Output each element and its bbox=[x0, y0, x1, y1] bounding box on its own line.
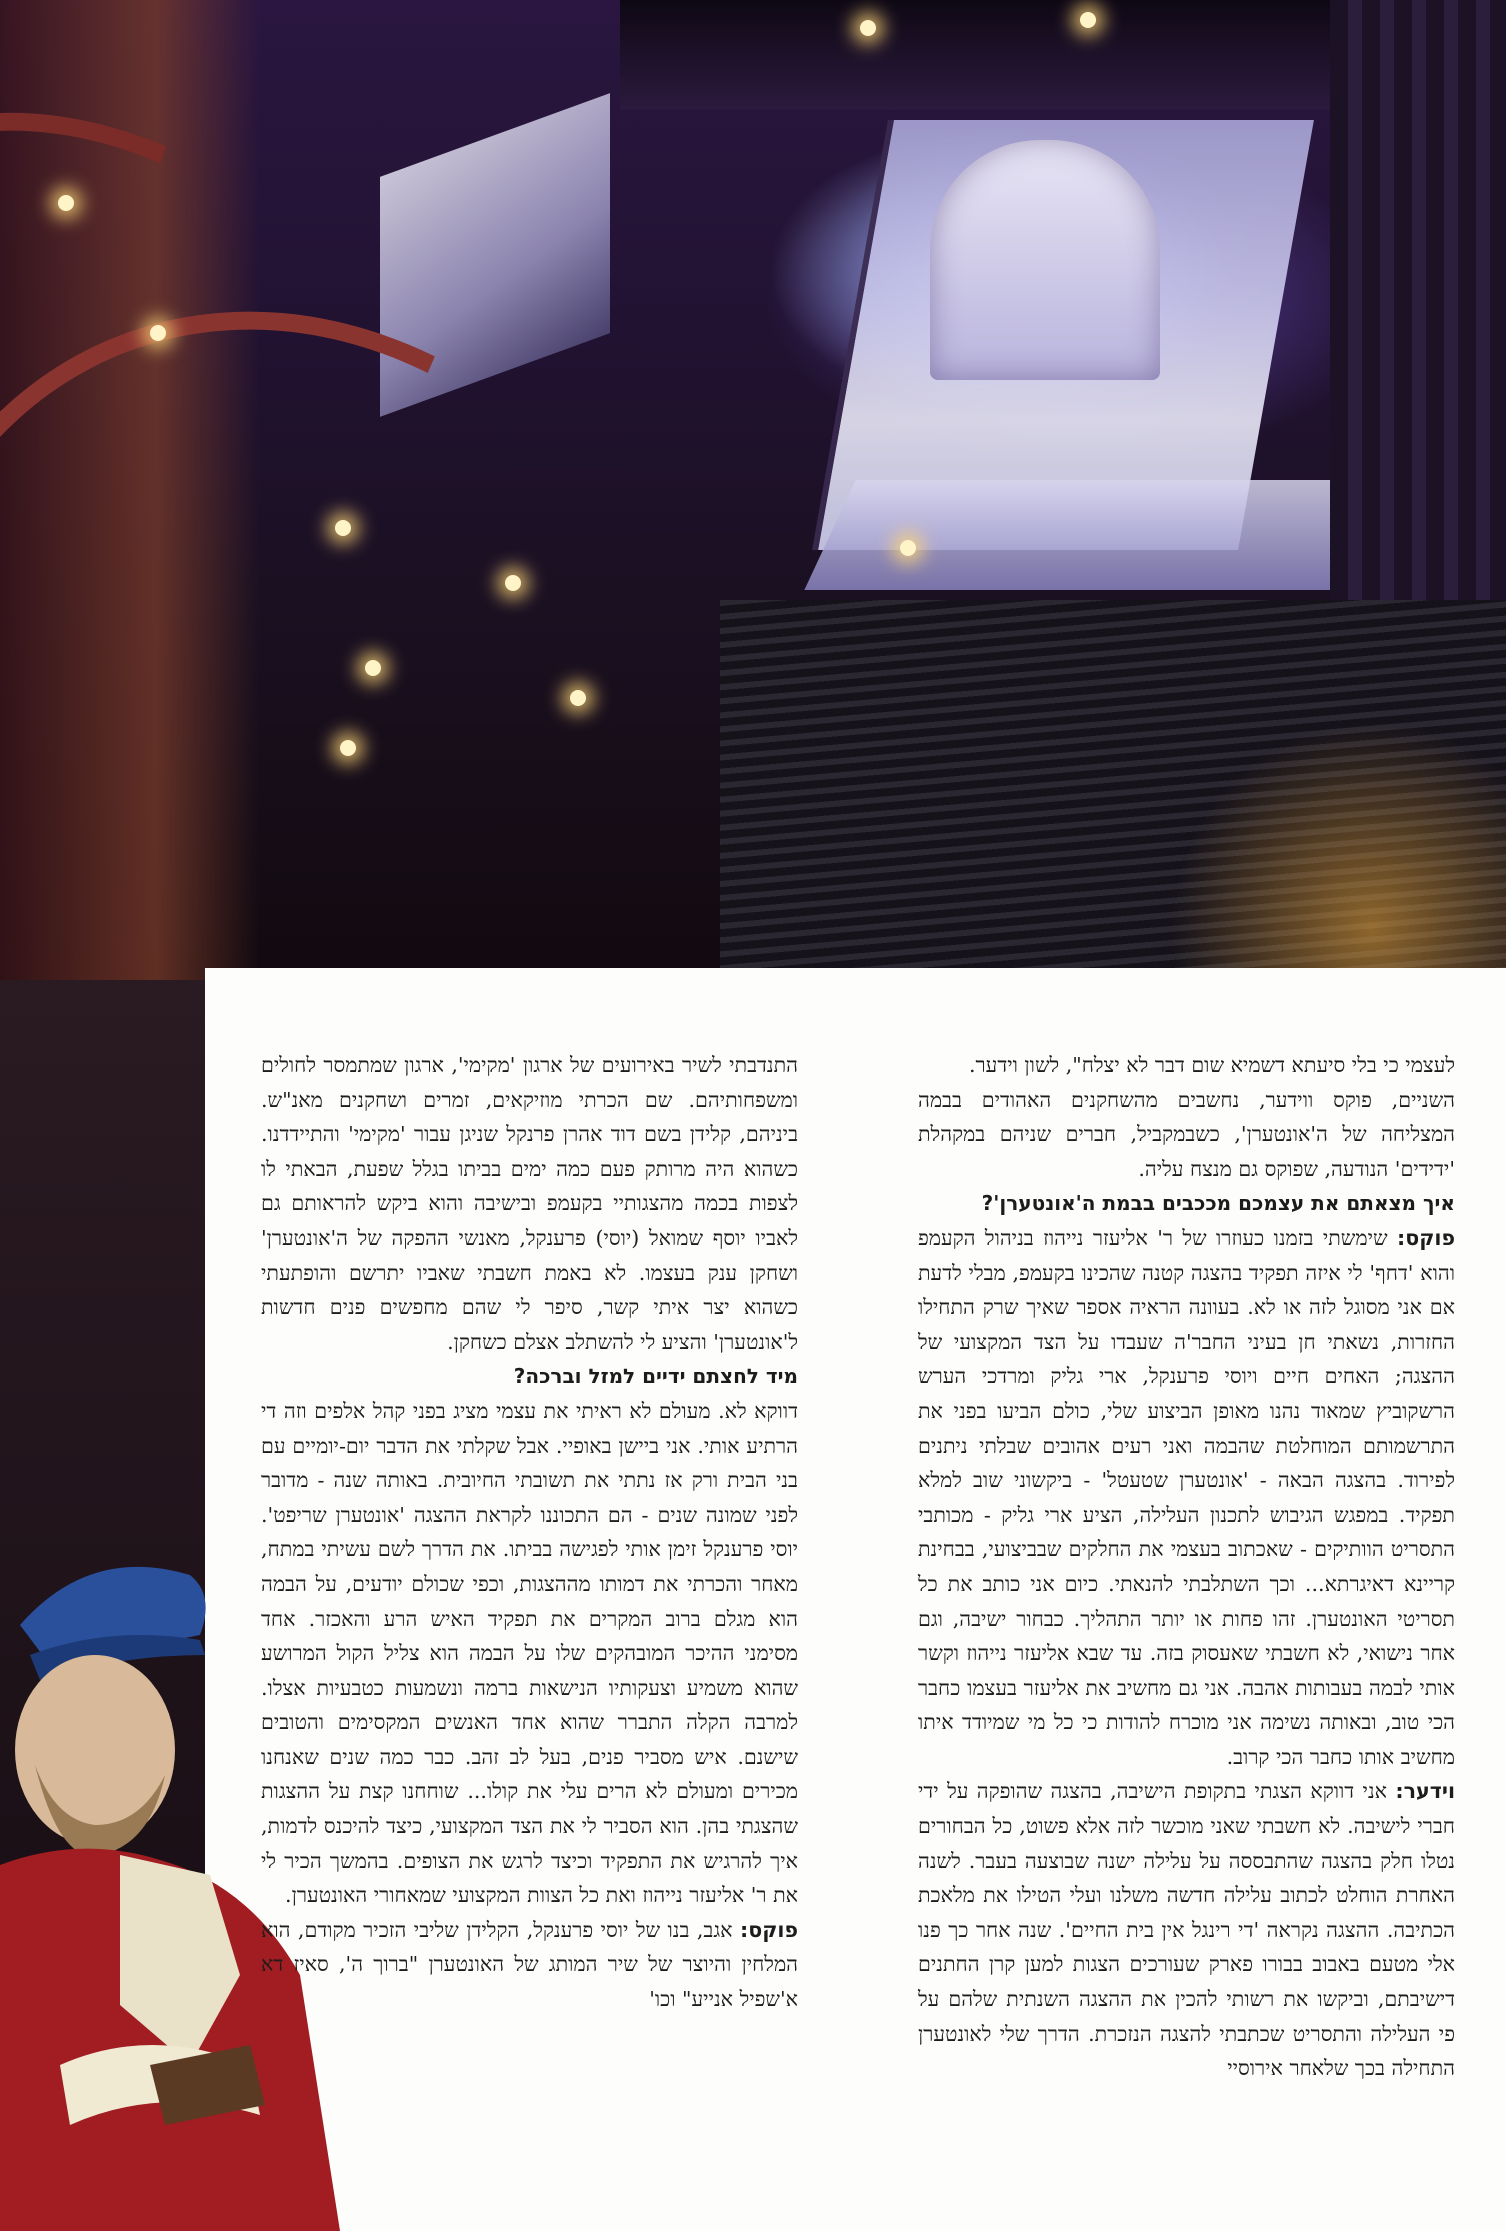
paragraph: השניים, פוקס ווידער, נחשבים מהשחקנים האהודים בבמה המצליחה של ה'אונטערן', כשבמקביל, חברים שניהם במקהלת 'ידידים' הנודעה, שפוקס גם מנצח עליה. bbox=[918, 1087, 1455, 1181]
article-column-left bbox=[261, 1048, 798, 2017]
stage-curtain-right bbox=[1330, 0, 1506, 640]
stage-light bbox=[860, 20, 876, 36]
paragraph: לעצמי כי בלי סיעתא דשמיא שום דבר לא יצלח", לשון וידער. bbox=[969, 1053, 1455, 1077]
stage-light bbox=[365, 660, 381, 676]
speaker-name: פוקס: bbox=[1396, 1225, 1455, 1250]
stage-light bbox=[505, 575, 521, 591]
theater-photo bbox=[0, 0, 1506, 980]
speaker-name: פוקס: bbox=[740, 1917, 799, 1942]
stage-light bbox=[335, 520, 351, 536]
paragraph: התנדבתי לשיר באירועים של ארגון 'מקימי', ארגון שמתמסר לחולים ומשפחותיהם. שם הכרתי מוזיקאים, זמרים ושחקנים מאנ"ש. ביניהם, קלידן בשם דוד אהרן פרנקל שניגן עבור 'מקימי' והתיידדנו. כשהוא היה מרותק פעם כמה ימים בביתו בגלל שפעת, הבאתי לו לצפות בכמה מהצגותיי בקעמפ ובישיבה והוא ביקש להראותם גם לאביו יוסף שמואל (יוסי) פרענקל, מאנשי ההפקה של ה'אונטערן' ושחקן ענק בעצמו. לא באמת חשבתי שאביו יתרשם והופתעתי כשהוא יצר איתי קשר, סיפר לי שהם מחפשים פנים חדשות ל'אונטערן' והציע לי להשתלב אצלם כשחקן. bbox=[261, 1053, 798, 1354]
paragraph: דווקא לא. מעולם לא ראיתי את עצמי מציג בפני קהל אלפים וזה די הרתיע אותי. אני ביישן באופיי. אבל שקלתי את הדבר יום-יומיים עם בני הבית ורק אז נתתי את תשובתי החיובית. באותה שנה - מדובר לפני שמונה שנים - הם התכוננו לקראת ההצגה 'אונטערן שריפט'. יוסי פרענקל זימן אותי לפגישה בביתו. את הדרך לשם עשיתי במתח, מאחר והכרתי את דמותו מההצגות, וכפי שכולם יודעים, על הבמה הוא מגלם ברוב המקרים את תפקיד האיש הרע והאכזר. אחד מסימני ההיכר המובהקים שלו על הבמה הוא צליל הקול המרושע שהוא משמיע וצעקותיו הנישאות ברמה ונשמעות כטבעיות אצלו. למרבה הקלה התברר שהוא אחד האנשים המקסימים והטובים שישנם. איש מסביר פנים, בעל לב זהב. כבר כמה שנים שאנחנו מכירים ומעולם לא הרים עלי את קולו... שוחחנו קצת על ההצגות שהצגתי בהן. הוא הסביר לי את הצד המקצועי, כיצד להיכנס לדמות, איך להרגיש את התפקיד וכיצד לרגש את הצופים. בהמשך הכיר לי את ר' אליעזר נייהוז ואת כל הצוות המקצועי שמאחורי האונטערן. bbox=[261, 1398, 798, 1908]
article-column-right bbox=[918, 1048, 1455, 2086]
paragraph bbox=[261, 1913, 798, 2017]
paragraph bbox=[918, 1774, 1455, 2085]
answer-text: אני דווקא הצגתי בתקופת הישיבה, בהצגה שהופקה על ידי חברי לישיבה. לא חשבתי שאני מוכשר לזה אלא פשוט, כל הבחורים נטלו חלק בהצגה שהתבססה על עלילה ישנה שבוצעה בעבר. לשנה האחרת הוחלט לכתוב עלילה חדשה משלנו ועלי הטילו את מלאכת הכתיבה. ההצגה נקראה 'די רינגל אין בית החיים'. שנה אחר כך פנו אלי מטעם באבוב בבורו פארק שעורכים הצגות למען קרן החתנים דישיבתם, וביקשו את רשותי להכין את ההצגה השנתית שלהם על פי העלילה והתסריט שכתבתי להצגה הנזכרת. הדרך שלי לאונטערן התחילה בכך שלאחר אירוסיי bbox=[918, 1779, 1455, 2081]
interview-question: איך מצאתם את עצמכם מככבים בבמת ה'אונטערן'? bbox=[981, 1191, 1455, 1216]
stage-light bbox=[340, 740, 356, 756]
paragraph bbox=[918, 1221, 1455, 1775]
stage-set-arch bbox=[930, 140, 1160, 380]
stage-light bbox=[900, 540, 916, 556]
speaker-name: וידער: bbox=[1395, 1779, 1456, 1804]
stage-floor bbox=[804, 480, 1415, 590]
stage-light bbox=[570, 690, 586, 706]
answer-text: אגב, בנו של יוסי פרענקל, הקלידן שליבי הזכיר מקודם, הוא המלחין והיוצר של שיר המותג של האונטערן "ברוך ה', סאיז דא א'שפיל אנייע" וכו' bbox=[261, 1917, 798, 2012]
aisle-glow bbox=[1170, 720, 1506, 980]
answer-text: שימשתי בזמנו כעוזרו של ר' אליעזר נייהוז בניהול הקעמפ והוא 'דחף' לי איזה תפקיד בהצגה קטנה שהכינו בקעמפ, מבלי לדעת אם אני מסוגל לזה או לא. בעוונה הראיה אספר שאיך שרק התחילו החזרות, נשאתי חן בעיני החבר'ה שעבדו על הצד המקצועי של ההצגה; האחים חיים ויוסי פרענקל, ארי גליק ומרדכי הערש הרשקוביץ שמאוד נהנו מאופן הביצוע שלי, כולם הביעו בפני את התרשמותם המוחלטת שהבמה ואני רעים אהובים שבלתי ניתנים לפירוד. בהצגה הבאה - 'אונטערן שטעטל' - ביקשוני שוב למלא תפקיד. במפגש הגיבוש לתכנון העלילה, הציע ארי גליק - מכותבי התסריט הוותיקים - שאכתוב בעצמי את החלקים שבביצועי, בבחינת קריינא דאיגרתא... וכך השתלבתי להנאתי. כיום אני כותב את כל תסריטי האונטערן. זהו פחות או יותר התהליך. כבחור ישיבה, וגם אחר נישואי, לא חשבתי שאעסוק בזה. עד שבא אליעזר נייהוז וקשר אותי לבמה בעבותות אהבה. אני גם מחשיב את אליעזר בעצמו כחבר הכי טוב, ובאותה נשימה אני מוכרח להודות כי כל מי שמיודד איתו מחשיב אותו כחבר הכי קרוב. bbox=[918, 1225, 1455, 1769]
stage-light bbox=[1080, 12, 1096, 28]
stage-light bbox=[150, 325, 166, 341]
interview-question: מיד לחצתם ידיים למזל וברכה? bbox=[513, 1364, 798, 1389]
stage-light bbox=[58, 195, 74, 211]
